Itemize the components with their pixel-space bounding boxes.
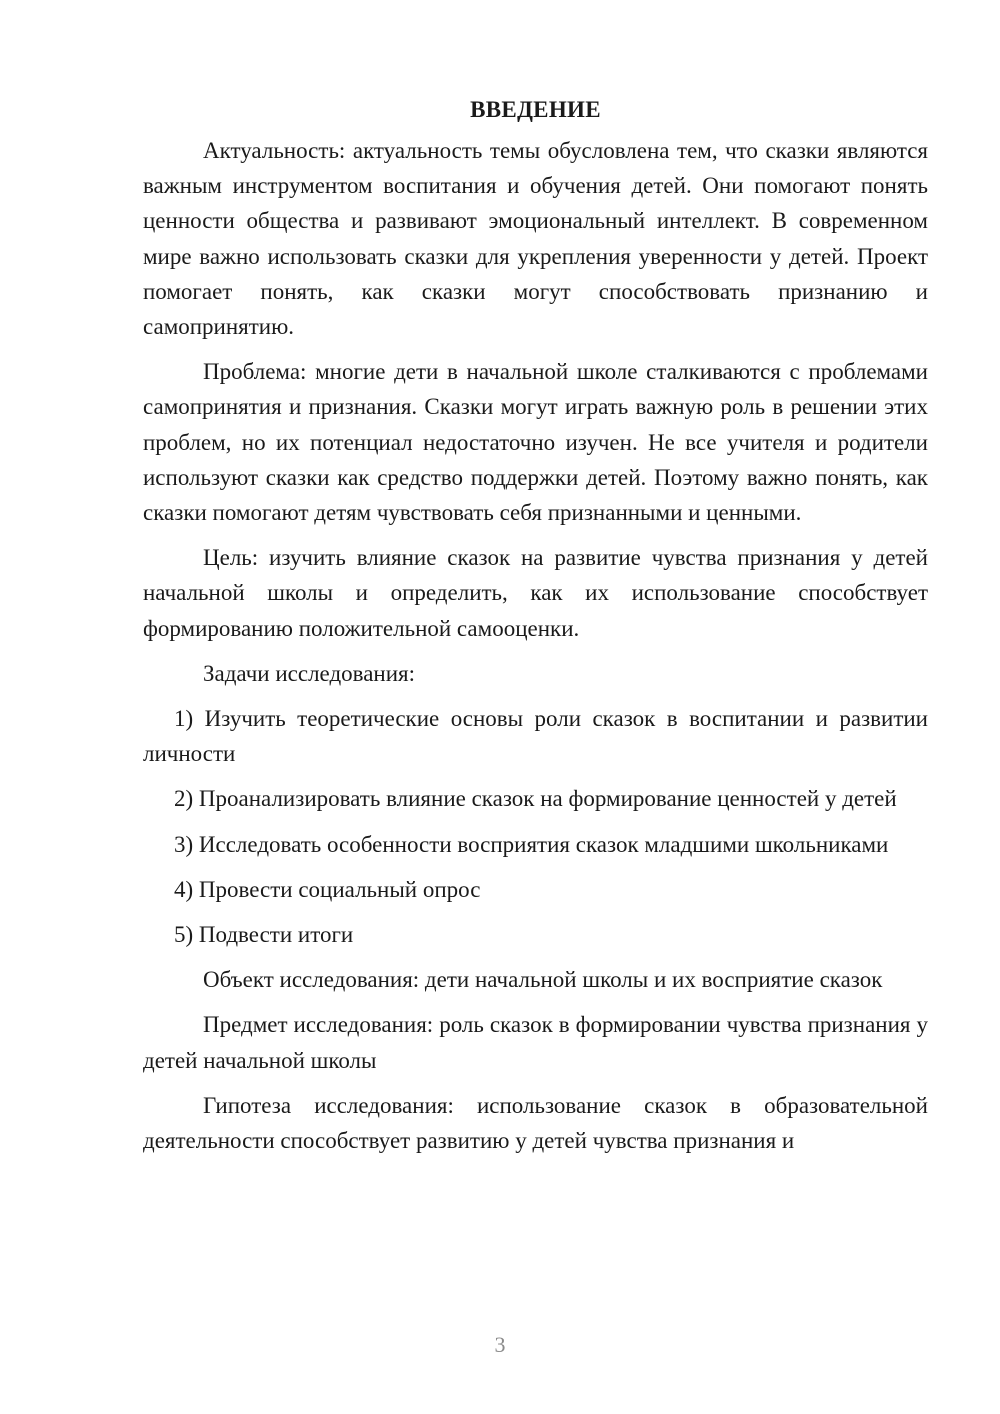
page-number: 3	[494, 1332, 506, 1357]
paragraph-relevance: Актуальность: актуальность темы обусловлена тем, что сказки являются важным инструментом воспитания и обучения детей. Они помогают понять ценности общества и развивают эмоциональный интеллект. В современном мире важно использовать сказки для укрепления уверенности у детей. Проект помогает понять, как сказки могут способствовать признанию и самопринятию.	[143, 138, 928, 340]
list-item: 3) Исследовать особенности восприятия сказок младшими школьниками	[174, 831, 889, 857]
page-title: ВВЕДЕНИЕ	[470, 97, 601, 122]
list-item: 1) Изучить теоретические основы роли сказок в воспитании и развитии личности	[143, 706, 928, 767]
paragraph-tasks-title: Задачи исследования:	[203, 660, 416, 686]
paragraph-subject: Предмет исследования: роль сказок в формировании чувства признания у детей начальной школы	[143, 1012, 928, 1073]
paragraph-hypothesis: Гипотеза исследования: использование сказок в образовательной деятельности способствует развитию у детей чувства признания и	[143, 1092, 928, 1154]
paragraph-problem: Проблема: многие дети в начальной школе сталкиваются с проблемами самопринятия и признания. Сказки могут играть важную роль в решении этих проблем, но их потенциал недостаточно изучен. Не все учителя и родители используют сказки как средство поддержки детей. Поэтому важно понять, как сказки помогают детям чувствовать себя признанными и ценными.	[143, 359, 928, 526]
tasks-list	[143, 701, 928, 952]
paragraph-object: Объект исследования: дети начальной школы и их восприятие сказок	[203, 967, 883, 993]
list-item: 2) Проанализировать влияние сказок на формирование ценностей у детей	[174, 786, 897, 812]
page-content	[143, 92, 928, 1168]
paragraph-goal: Цель: изучить влияние сказок на развитие чувства признания у детей начальной школы и определить, как их использование способствует формированию положительной самооценки.	[143, 545, 928, 641]
list-item: 4) Провести социальный опрос	[174, 876, 481, 902]
list-item: 5) Подвести итоги	[174, 922, 354, 948]
